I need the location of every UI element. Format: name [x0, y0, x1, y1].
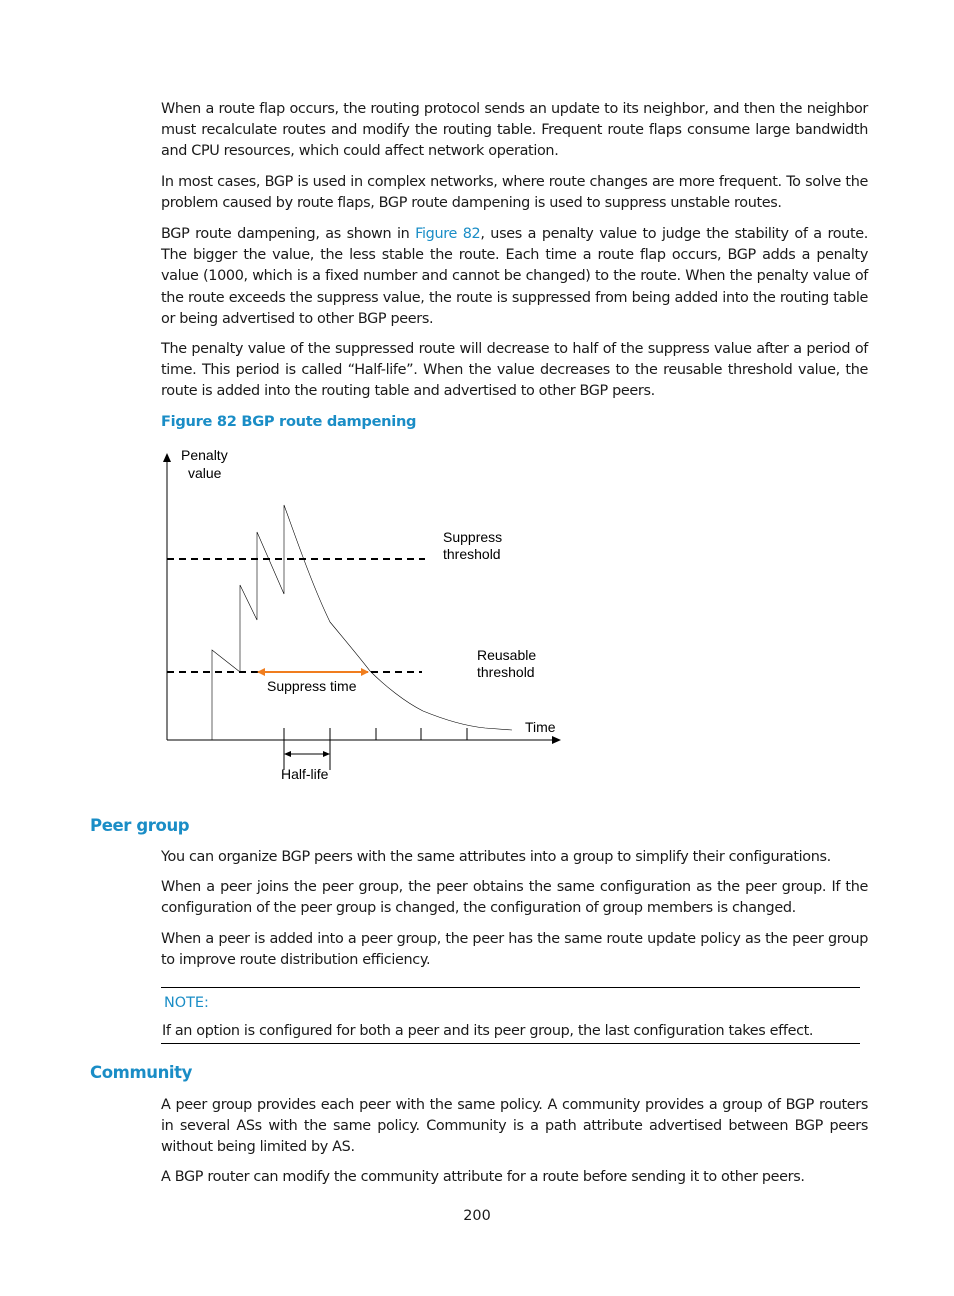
peer-group-paragraph-3: When a peer is added into a peer group, the peer has the same route update policy as the peer group to improve route distribution efficiency.	[161, 931, 868, 969]
intro-paragraph-4: The penalty value of the suppressed route will decrease to half of the suppress value after a period of time. This period is called “Half-life”. When the value decreases to the reusable threshold value, the route is added into the routing table and advertised to other BGP peers.	[161, 341, 868, 400]
time-label: Time	[525, 719, 556, 735]
community-paragraph-2: A BGP router can modify the community attribute for a route before sending it to other peers.	[161, 1169, 805, 1185]
suppress-time-label: Suppress time	[267, 678, 357, 694]
community-heading: Community	[90, 1063, 193, 1082]
paragraph-text: , uses a penalty value to judge the stability of a route. The bigger the value, the less stable the route. Each time a route flap occurs, BGP adds a penalty value (1000, which is a fixed number and cannot be changed) to the route. When the penalty value of the route exceeds the suppress value, the route is suppressed from being added into the routing table or being advertised to other BGP peers.	[161, 226, 868, 327]
peer-group-heading: Peer group	[90, 816, 190, 835]
penalty-label-line1: Penalty	[181, 447, 228, 463]
suppress-label-line2: threshold	[443, 546, 501, 562]
note-box	[161, 987, 860, 1044]
intro-paragraph-1: When a route flap occurs, the routing protocol sends an update to its neighbor, and then the neighbor must recalculate routes and modify the routing table. Frequent route flaps consume large bandwidth and CPU resources, which could affect network operation.	[161, 101, 868, 160]
peer-group-paragraph-1: You can organize BGP peers with the same attributes into a group to simplify their configurations.	[161, 849, 831, 865]
paragraph-text: BGP route dampening, as shown in	[161, 226, 416, 242]
penalty-label-line2: value	[188, 465, 222, 481]
suppress-label-line1: Suppress	[443, 529, 503, 545]
page-number: 200	[463, 1208, 491, 1224]
intro-paragraph-2: In most cases, BGP is used in complex networks, where route changes are more frequent. To solve the problem caused by route flaps, BGP route dampening is used to suppress unstable routes.	[161, 174, 868, 212]
figure-caption: Figure 82 BGP route dampening	[161, 413, 417, 430]
reusable-label-line1: Reusable	[477, 647, 537, 663]
peer-group-paragraph-2: When a peer joins the peer group, the peer obtains the same configuration as the peer group. If the configuration of the peer group is changed, the configuration of group members is changed.	[161, 879, 868, 917]
half-life-label: Half-life	[281, 766, 329, 782]
community-paragraph-1: A peer group provides each peer with the same policy. A community provides a group of BGP routers in several ASs with the same policy. Community is a path attribute advertised between BGP peers without being limited by AS.	[161, 1097, 868, 1156]
intro-paragraph-3	[161, 224, 868, 330]
bgp-dampening-diagram	[0, 440, 954, 840]
reusable-label-line2: threshold	[477, 664, 535, 680]
note-text: If an option is configured for both a peer and its peer group, the last configuration takes effect.	[162, 1023, 814, 1039]
figure-82-link[interactable]: Figure 82	[415, 226, 481, 242]
note-title: NOTE:	[164, 995, 209, 1011]
